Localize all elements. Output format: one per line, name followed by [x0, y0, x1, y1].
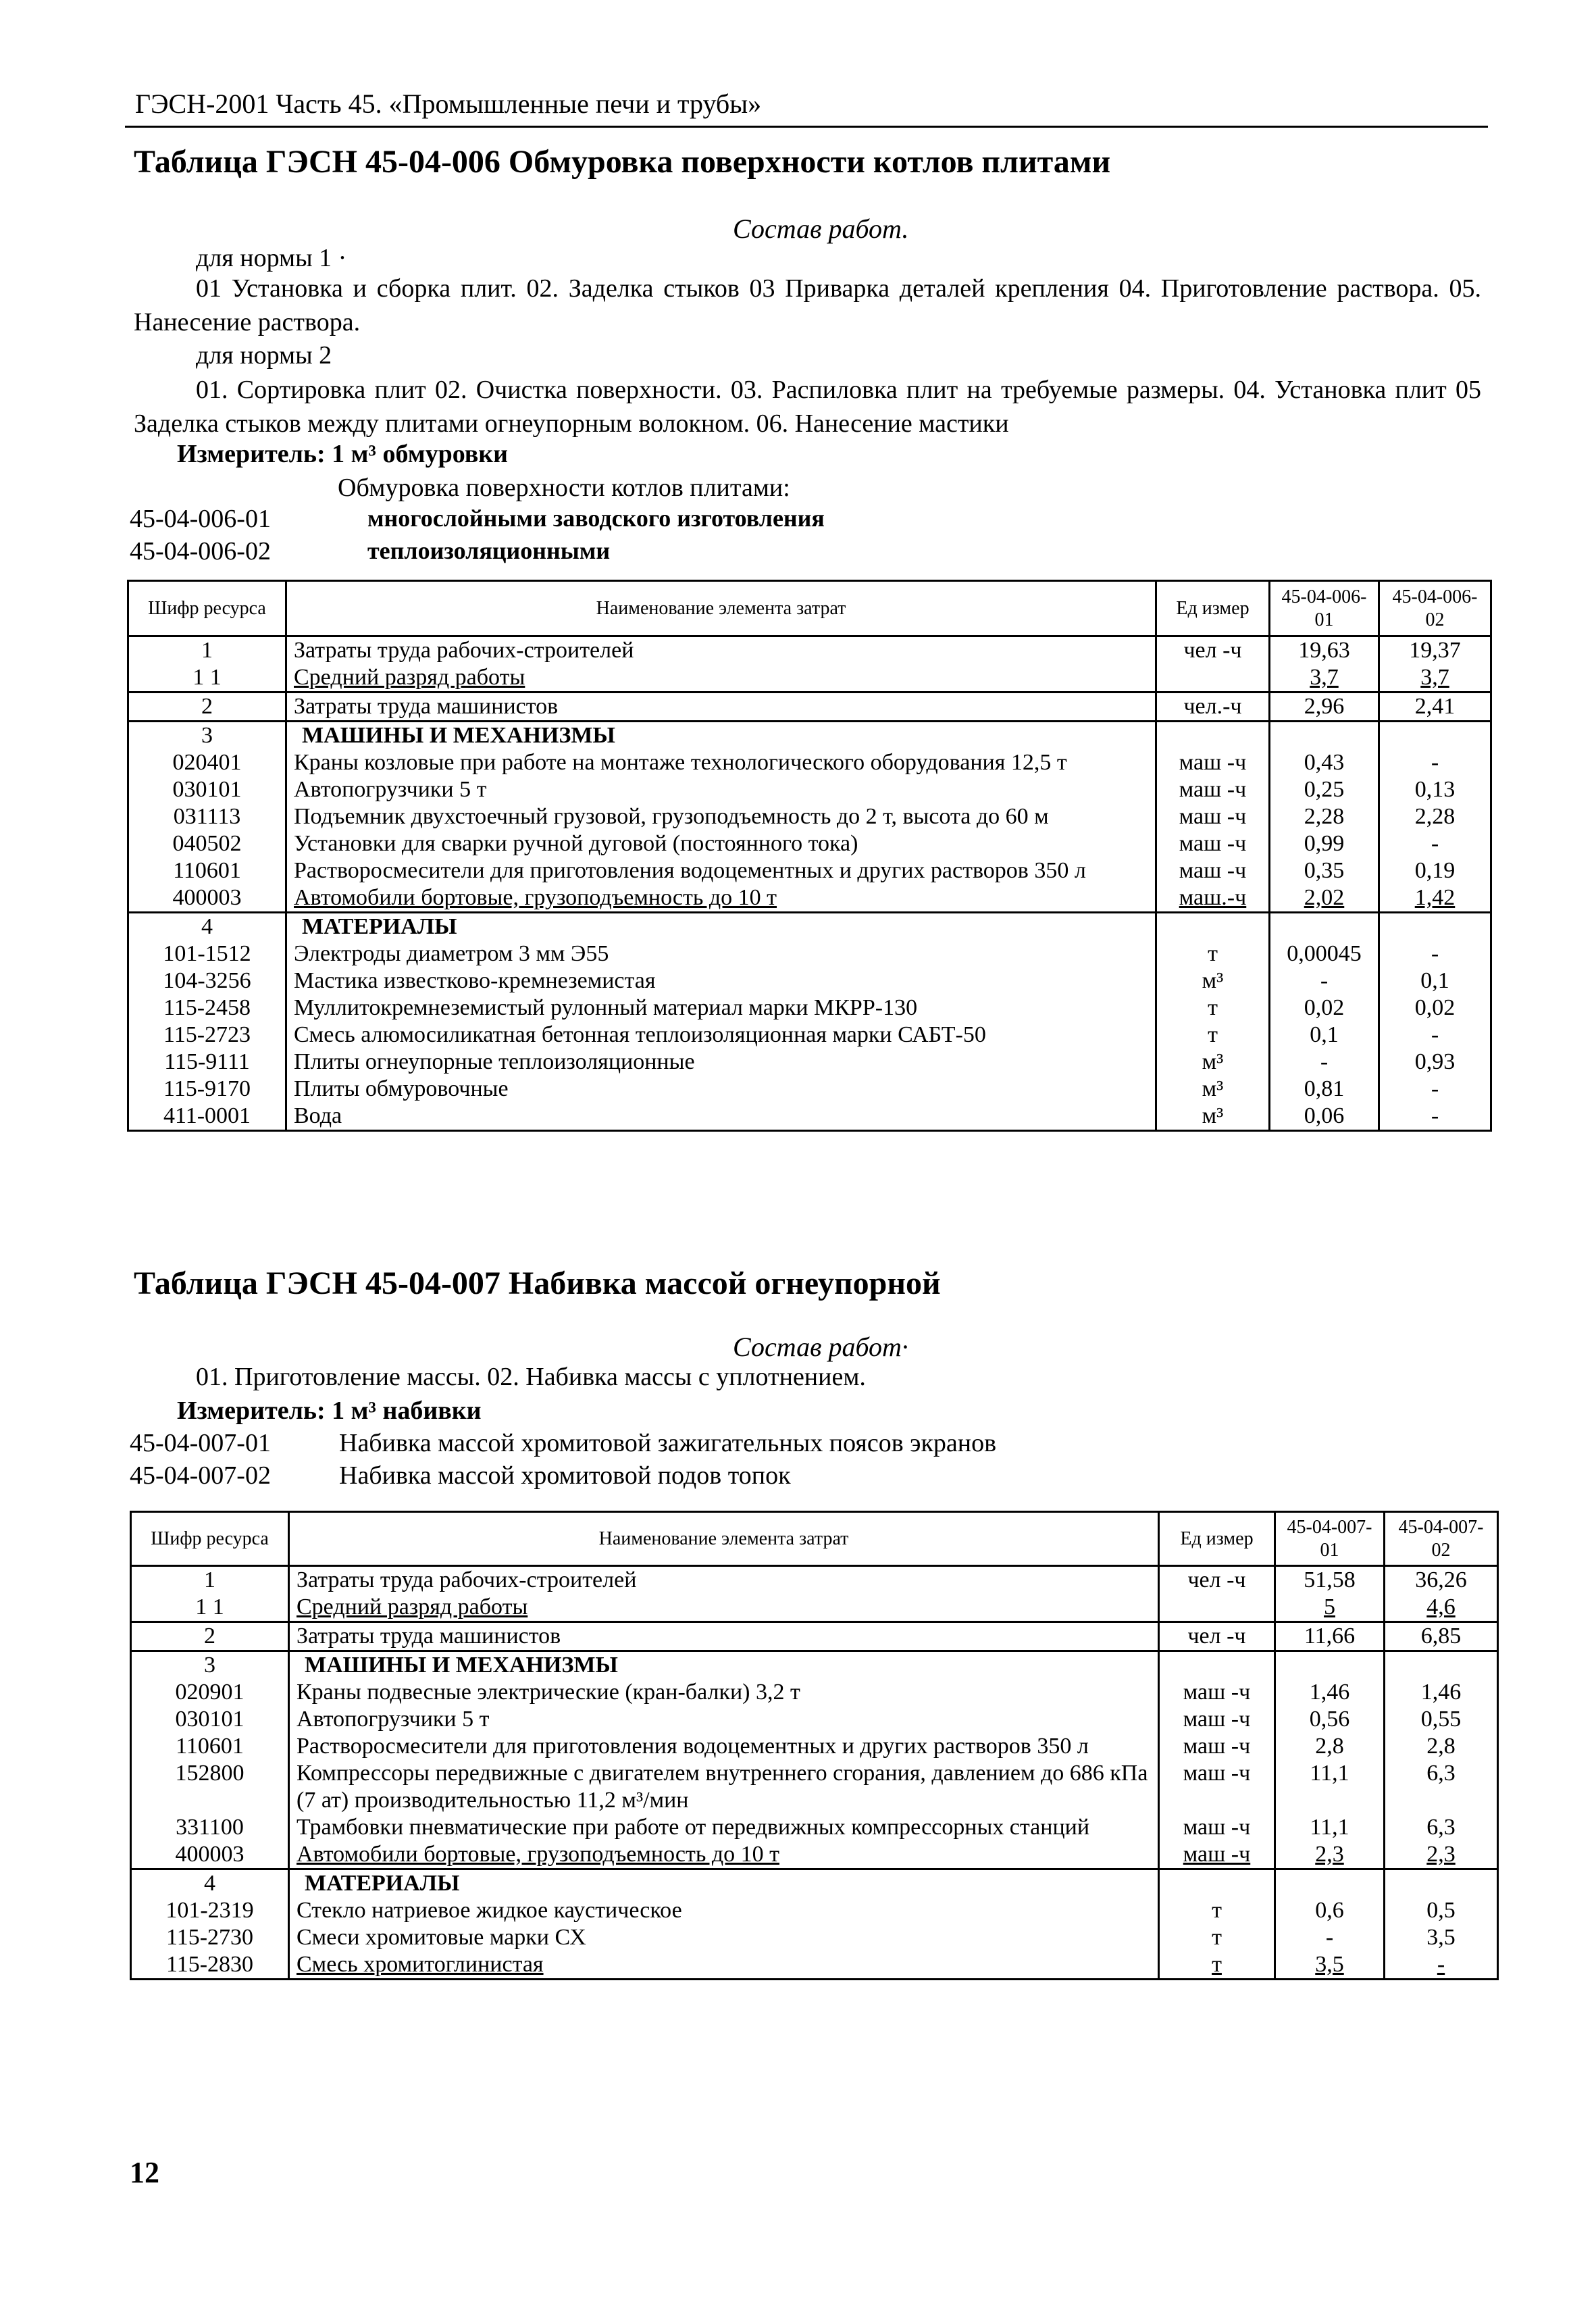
- table-row: [131, 1841, 1498, 1869]
- unit-of-measure: т: [1156, 995, 1270, 1022]
- norm-description: Набивка массой хромитовой зажигательных поясов экранов: [339, 1429, 997, 1457]
- unit-of-measure: маш -ч: [1156, 749, 1270, 776]
- norm-value-2: -: [1385, 1951, 1498, 1980]
- norm-value-1: 2,8: [1275, 1733, 1385, 1760]
- table2-meter: [177, 1396, 482, 1426]
- cost-element-name: МАТЕРИАЛЫ: [286, 913, 1156, 941]
- table2-title: Таблица ГЭСН 45-04-007 Набивка массой огнеупорной: [134, 1265, 941, 1301]
- table-row: [128, 776, 1491, 803]
- table1-norm2-text: 01. Сортировка плит 02. Очистка поверхности. 03. Распиловка плит на требуемые размеры. 04. Установка плит 05 Заделка стыков между плитами огнеупорным волокном. 06. Нанесение мастики: [134, 376, 1481, 438]
- unit-of-measure: маш -ч: [1156, 776, 1270, 803]
- norm-value-2: -: [1379, 830, 1491, 857]
- table-row: [131, 1924, 1498, 1951]
- cost-element-name: Компрессоры передвижные с двигателем внутреннего сгорания, давлением до 686 кПа (7 ат) производительностью 11,2 м³/мин: [289, 1760, 1159, 1814]
- cost-element-name: Смеси хромитовые марки СХ: [289, 1924, 1159, 1951]
- table1-composition-caption: Состав работ.: [733, 213, 909, 244]
- norm-value-2: 1,42: [1379, 884, 1491, 913]
- norm-description: многослойными заводского изготовления: [367, 505, 825, 532]
- resource-code: 110601: [131, 1733, 289, 1760]
- resource-table-2: [130, 1511, 1499, 1980]
- resource-code: 040502: [128, 830, 286, 857]
- table2-code-line-1: [130, 1428, 1345, 1459]
- norm-value-1: 0,6: [1275, 1897, 1385, 1924]
- cost-element-name: Затраты труда рабочих-строителей: [289, 1566, 1159, 1594]
- header-unit: Ед измер: [1159, 1512, 1275, 1566]
- table-row: [128, 857, 1491, 884]
- norm-value-1: 0,56: [1275, 1706, 1385, 1733]
- unit-of-measure: [1159, 1651, 1275, 1680]
- header-name: Наименование элемента затрат: [286, 581, 1156, 636]
- cost-element-name: Растворосмесители для приготовления водоцементных и других растворов 350 л: [289, 1733, 1159, 1760]
- table-row: [131, 1760, 1498, 1814]
- norm-value-1: 0,1: [1270, 1022, 1379, 1049]
- table-row: [131, 1566, 1498, 1594]
- table-row: [128, 940, 1491, 967]
- cost-element-name: Средний разряд работы: [286, 664, 1156, 693]
- norm-value-2: 0,5: [1385, 1897, 1498, 1924]
- table-row: [131, 1869, 1498, 1898]
- meter-value: 1 м³ набивки: [332, 1397, 482, 1425]
- header-name: Наименование элемента затрат: [289, 1512, 1159, 1566]
- norm-value-1: 0,02: [1270, 995, 1379, 1022]
- table1-code-line-1: [130, 504, 1345, 535]
- unit-of-measure: чел -ч: [1159, 1566, 1275, 1594]
- norm-value-2: -: [1379, 749, 1491, 776]
- norm-value-1: 0,06: [1270, 1103, 1379, 1131]
- norm-value-2: [1385, 1869, 1498, 1898]
- norm-value-2: 6,3: [1385, 1814, 1498, 1841]
- table-row: [128, 722, 1491, 750]
- resource-code: 2: [131, 1622, 289, 1651]
- unit-of-measure: маш.-ч: [1156, 884, 1270, 913]
- unit-of-measure: маш -ч: [1159, 1679, 1275, 1706]
- table-row: [128, 693, 1491, 722]
- unit-of-measure: маш -ч: [1156, 830, 1270, 857]
- header-unit: Ед измер: [1156, 581, 1270, 636]
- table-row: [128, 1022, 1491, 1049]
- table-row: [128, 1103, 1491, 1131]
- table-row: [128, 967, 1491, 995]
- unit-of-measure: чел -ч: [1159, 1622, 1275, 1651]
- norm-value-1: [1275, 1651, 1385, 1680]
- cost-element-name: Автопогрузчики 5 т: [286, 776, 1156, 803]
- table-row: [131, 1622, 1498, 1651]
- header-code: Шифр ресурса: [131, 1512, 289, 1566]
- norm-value-2: 6,85: [1385, 1622, 1498, 1651]
- norm-value-2: 3,5: [1385, 1924, 1498, 1951]
- cost-element-name: Установки для сварки ручной дуговой (постоянного тока): [286, 830, 1156, 857]
- norm-value-2: 0,19: [1379, 857, 1491, 884]
- norm-value-1: 51,58: [1275, 1566, 1385, 1594]
- norm-code: 45-04-006-02: [130, 537, 271, 565]
- norm-value-1: 2,96: [1270, 693, 1379, 722]
- norm-value-1: 0,25: [1270, 776, 1379, 803]
- norm-value-2: [1379, 722, 1491, 750]
- table-row: [128, 749, 1491, 776]
- header-norm-1: 45-04-006-01: [1270, 581, 1379, 636]
- cost-element-name: Смесь хромитоглинистая: [289, 1951, 1159, 1980]
- table-row: [131, 1651, 1498, 1680]
- norm-value-1: 11,1: [1275, 1814, 1385, 1841]
- cost-element-name: МАШИНЫ И МЕХАНИЗМЫ: [286, 722, 1156, 750]
- resource-code: 115-2730: [131, 1924, 289, 1951]
- resource-code: 411-0001: [128, 1103, 286, 1131]
- resource-code: 104-3256: [128, 967, 286, 995]
- resource-code: 115-9111: [128, 1049, 286, 1076]
- table-row: [128, 803, 1491, 830]
- norm-value-2: 2,3: [1385, 1841, 1498, 1869]
- norm-value-2: [1379, 913, 1491, 941]
- norm-value-2: 0,93: [1379, 1049, 1491, 1076]
- unit-of-measure: маш -ч: [1159, 1760, 1275, 1814]
- norm-value-2: 1,46: [1385, 1679, 1498, 1706]
- table-row: [128, 636, 1491, 665]
- table1-norm2-label: для нормы 2: [196, 341, 332, 370]
- norm-value-1: 0,43: [1270, 749, 1379, 776]
- unit-of-measure: м³: [1156, 1076, 1270, 1103]
- table1-code-line-2: [130, 536, 1345, 568]
- table-row: [128, 995, 1491, 1022]
- cost-element-name: Плиты огнеупорные теплоизоляционные: [286, 1049, 1156, 1076]
- resource-code: 4: [128, 913, 286, 941]
- cost-element-name: Краны подвесные электрические (кран-балки) 3,2 т: [289, 1679, 1159, 1706]
- table-row: [131, 1733, 1498, 1760]
- unit-of-measure: маш -ч: [1156, 803, 1270, 830]
- norm-value-1: 1,46: [1275, 1679, 1385, 1706]
- cost-element-name: Вода: [286, 1103, 1156, 1131]
- header-norm-1: 45-04-007-01: [1275, 1512, 1385, 1566]
- norm-value-1: 11,66: [1275, 1622, 1385, 1651]
- resource-code: 115-2458: [128, 995, 286, 1022]
- table-row: [128, 830, 1491, 857]
- cost-element-name: Автопогрузчики 5 т: [289, 1706, 1159, 1733]
- resource-code: 4: [131, 1869, 289, 1898]
- norm-value-1: [1275, 1869, 1385, 1898]
- unit-of-measure: чел.-ч: [1156, 693, 1270, 722]
- resource-code: 115-2723: [128, 1022, 286, 1049]
- unit-of-measure: м³: [1156, 967, 1270, 995]
- unit-of-measure: маш -ч: [1159, 1733, 1275, 1760]
- norm-value-2: 36,26: [1385, 1566, 1498, 1594]
- resource-code: 101-1512: [128, 940, 286, 967]
- table-row: [128, 913, 1491, 941]
- table-row: [131, 1679, 1498, 1706]
- cost-element-name: Краны козловые при работе на монтаже технологического оборудования 12,5 т: [286, 749, 1156, 776]
- norm-value-1: -: [1275, 1924, 1385, 1951]
- unit-of-measure: [1159, 1869, 1275, 1898]
- cost-element-name: Средний разряд работы: [289, 1594, 1159, 1622]
- cost-element-name: Подъемник двухстоечный грузовой, грузоподъемность до 2 т, высота до 60 м: [286, 803, 1156, 830]
- resource-code: 2: [128, 693, 286, 722]
- resource-code: 020401: [128, 749, 286, 776]
- norm-value-1: 3,7: [1270, 664, 1379, 693]
- unit-of-measure: м³: [1156, 1103, 1270, 1131]
- unit-of-measure: т: [1156, 1022, 1270, 1049]
- resource-code: 115-2830: [131, 1951, 289, 1980]
- table1-norm1-label: для нормы 1 ·: [196, 244, 347, 272]
- resource-code: 020901: [131, 1679, 289, 1706]
- cost-element-name: Растворосмесители для приготовления водоцементных и других растворов 350 л: [286, 857, 1156, 884]
- cost-element-name: Плиты обмуровочные: [286, 1076, 1156, 1103]
- norm-value-1: -: [1270, 1049, 1379, 1076]
- unit-of-measure: маш -ч: [1159, 1706, 1275, 1733]
- table-row: [128, 1049, 1491, 1076]
- resource-code: 400003: [131, 1841, 289, 1869]
- cost-element-name: Стекло натриевое жидкое каустическое: [289, 1897, 1159, 1924]
- resource-code: 152800: [131, 1760, 289, 1814]
- table-row: [128, 884, 1491, 913]
- unit-of-measure: маш -ч: [1159, 1841, 1275, 1869]
- norm-value-2: -: [1379, 940, 1491, 967]
- unit-of-measure: [1156, 664, 1270, 693]
- cost-element-name: Затраты труда машинистов: [289, 1622, 1159, 1651]
- cost-element-name: Смесь алюмосиликатная бетонная теплоизоляционная марки САБТ-50: [286, 1022, 1156, 1049]
- norm-value-1: 0,81: [1270, 1076, 1379, 1103]
- cost-element-name: МАТЕРИАЛЫ: [289, 1869, 1159, 1898]
- table2-code-line-2: [130, 1461, 1345, 1492]
- resource-code: 030101: [131, 1706, 289, 1733]
- header-norm-2: 45-04-006-02: [1379, 581, 1491, 636]
- unit-of-measure: [1156, 722, 1270, 750]
- norm-value-1: 2,3: [1275, 1841, 1385, 1869]
- norm-value-2: 19,37: [1379, 636, 1491, 665]
- running-head: ГЭСН-2001 Часть 45. «Промышленные печи и трубы»: [135, 89, 762, 119]
- norm-value-1: 2,02: [1270, 884, 1379, 913]
- norm-value-1: 19,63: [1270, 636, 1379, 665]
- unit-of-measure: маш -ч: [1156, 857, 1270, 884]
- resource-code: 110601: [128, 857, 286, 884]
- norm-value-2: 2,41: [1379, 693, 1491, 722]
- header-code: Шифр ресурса: [128, 581, 286, 636]
- resource-code: 331100: [131, 1814, 289, 1841]
- page-number: 12: [130, 2156, 159, 2189]
- norm-value-2: -: [1379, 1022, 1491, 1049]
- unit-of-measure: [1159, 1594, 1275, 1622]
- norm-value-2: 6,3: [1385, 1760, 1498, 1814]
- header-norm-2: 45-04-007-02: [1385, 1512, 1498, 1566]
- meter-label: Измеритель:: [177, 440, 326, 468]
- unit-of-measure: [1156, 913, 1270, 941]
- cost-element-name: Автомобили бортовые, грузоподъемность до 10 т: [286, 884, 1156, 913]
- unit-of-measure: т: [1159, 1951, 1275, 1980]
- table2-composition-text: 01. Приготовление массы. 02. Набивка массы с уплотнением.: [196, 1363, 866, 1391]
- norm-value-2: 2,28: [1379, 803, 1491, 830]
- norm-value-1: -: [1270, 967, 1379, 995]
- norm-value-2: 3,7: [1379, 664, 1491, 693]
- norm-value-1: [1270, 913, 1379, 941]
- table1-group-title: Обмуровка поверхности котлов плитами:: [338, 474, 790, 502]
- norm-value-1: 11,1: [1275, 1760, 1385, 1814]
- header-rule: [125, 126, 1488, 128]
- resource-code: 1: [128, 636, 286, 665]
- table-row: [131, 1951, 1498, 1980]
- norm-code: 45-04-007-02: [130, 1461, 271, 1490]
- resource-code: 030101: [128, 776, 286, 803]
- table-row: [131, 1814, 1498, 1841]
- norm-description: Набивка массой хромитовой подов топок: [339, 1461, 791, 1490]
- cost-element-name: МАШИНЫ И МЕХАНИЗМЫ: [289, 1651, 1159, 1680]
- table2-composition-caption: Состав работ·: [733, 1332, 908, 1362]
- resource-code: 101-2319: [131, 1897, 289, 1924]
- norm-value-1: 5: [1275, 1594, 1385, 1622]
- norm-value-2: -: [1379, 1103, 1491, 1131]
- meter-label: Измеритель:: [177, 1397, 326, 1425]
- norm-description: теплоизоляционными: [367, 537, 611, 564]
- table-row: [131, 1706, 1498, 1733]
- unit-of-measure: маш -ч: [1159, 1814, 1275, 1841]
- norm-value-1: [1270, 722, 1379, 750]
- norm-value-2: 0,02: [1379, 995, 1491, 1022]
- resource-code: 1 1: [128, 664, 286, 693]
- table-row: [128, 1076, 1491, 1103]
- unit-of-measure: м³: [1156, 1049, 1270, 1076]
- resource-code: 3: [128, 722, 286, 750]
- norm-value-2: [1385, 1651, 1498, 1680]
- cost-element-name: Трамбовки пневматические при работе от передвижных компрессорных станций: [289, 1814, 1159, 1841]
- norm-value-2: 0,1: [1379, 967, 1491, 995]
- norm-value-2: 2,8: [1385, 1733, 1498, 1760]
- norm-value-2: -: [1379, 1076, 1491, 1103]
- norm-value-1: 2,28: [1270, 803, 1379, 830]
- cost-element-name: Затраты труда рабочих-строителей: [286, 636, 1156, 665]
- cost-element-name: Муллитокремнеземистый рулонный материал марки МКРР-130: [286, 995, 1156, 1022]
- resource-code: 3: [131, 1651, 289, 1680]
- unit-of-measure: чел -ч: [1156, 636, 1270, 665]
- cost-element-name: Мастика известково-кремнеземистая: [286, 967, 1156, 995]
- resource-code: 1 1: [131, 1594, 289, 1622]
- norm-code: 45-04-006-01: [130, 505, 271, 533]
- norm-value-2: 4,6: [1385, 1594, 1498, 1622]
- meter-value: 1 м³ обмуровки: [332, 440, 509, 468]
- unit-of-measure: т: [1159, 1897, 1275, 1924]
- cost-element-name: Автомобили бортовые, грузоподъемность до 10 т: [289, 1841, 1159, 1869]
- table1-meter: [177, 439, 508, 469]
- resource-code: 1: [131, 1566, 289, 1594]
- resource-code: 115-9170: [128, 1076, 286, 1103]
- norm-value-2: 0,55: [1385, 1706, 1498, 1733]
- norm-value-2: 0,13: [1379, 776, 1491, 803]
- resource-table-1: [127, 580, 1492, 1132]
- norm-value-1: 3,5: [1275, 1951, 1385, 1980]
- table1-title: Таблица ГЭСН 45-04-006 Обмуровка поверхности котлов плитами: [134, 144, 1111, 180]
- table1-norm1-text: 01 Установка и сборка плит. 02. Заделка стыков 03 Приварка деталей крепления 04. Приготовление раствора. 05. Нанесение раствора.: [134, 274, 1481, 336]
- table-row: [131, 1897, 1498, 1924]
- cost-element-name: Электроды диаметром 3 мм Э55: [286, 940, 1156, 967]
- norm-value-1: 0,00045: [1270, 940, 1379, 967]
- cost-element-name: Затраты труда машинистов: [286, 693, 1156, 722]
- table-row: [131, 1594, 1498, 1622]
- norm-value-1: 0,99: [1270, 830, 1379, 857]
- resource-code: 031113: [128, 803, 286, 830]
- resource-code: 400003: [128, 884, 286, 913]
- norm-code: 45-04-007-01: [130, 1429, 271, 1457]
- unit-of-measure: т: [1156, 940, 1270, 967]
- norm-value-1: 0,35: [1270, 857, 1379, 884]
- unit-of-measure: т: [1159, 1924, 1275, 1951]
- table-row: [128, 664, 1491, 693]
